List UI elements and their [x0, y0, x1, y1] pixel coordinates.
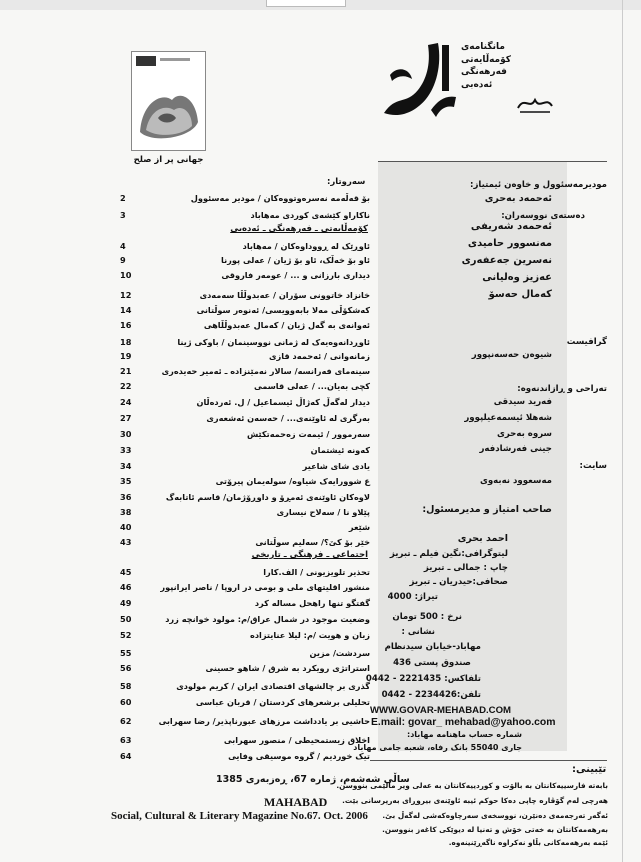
logo-line-1: مانگنامەی: [461, 42, 505, 52]
toc-row[interactable]: [118, 697, 370, 710]
toc-page-number: 30: [120, 429, 132, 439]
account-label: شماره حساب ماهنامه مهاباد:: [407, 730, 522, 739]
toc-heading: سەروتار:: [327, 177, 366, 187]
toc-page-number: 35: [120, 476, 132, 486]
toc-title: وضعیت موجود در شمال عراق/م: مولود خوانچه زرد: [165, 614, 370, 624]
toc-row[interactable]: [118, 507, 370, 520]
editor-2: مەنسوور حامیدی: [467, 238, 552, 249]
toc-page-number: 24: [120, 397, 132, 407]
toc-page-number: 19: [120, 351, 132, 361]
account-number: جاری 55040 بانک رفاه، شعبه جامی مهاباد: [353, 743, 522, 752]
print-line-4: تیراژ: 4000: [387, 592, 438, 602]
toc-title: کەشکۆڵی مەلا بابەوویسی/ ئەنوەر سوڵتانی: [196, 305, 370, 315]
print-line-5: نرخ : 500 تومان: [392, 612, 462, 622]
toc-page-number: 10: [120, 270, 132, 280]
toc-title: گفتگو تنها راهحل مساله کرد: [254, 598, 370, 608]
editors-label: دەستەی نووسەران:: [501, 211, 585, 221]
print-line-8: صندوق پستی 436: [393, 658, 471, 668]
toc-page-number: 40: [120, 522, 132, 532]
toc-row[interactable]: [118, 716, 370, 729]
toc-title: دیدار لەگەڵ کەژاڵ ئیسماعیل / ل. ئەردەڵان: [196, 397, 370, 407]
toc-title: حاشیی بر یادداشت مرزهای عبورناپذیر/ رضا سهرابی: [158, 716, 370, 726]
toc-page-number: 18: [120, 337, 132, 347]
toc-page-number: 50: [120, 614, 132, 624]
toc-title: تحذیر تلویزیونی / الف.کارا: [263, 567, 370, 577]
toc-page-number: 63: [120, 735, 132, 745]
toc-page-number: 21: [120, 366, 132, 376]
toc-row[interactable]: [118, 598, 370, 611]
toc-row[interactable]: [118, 648, 370, 661]
toc-row[interactable]: [118, 663, 370, 676]
toc-page-number: 4: [120, 241, 126, 251]
toc-title: بۆ قەڵەمە نەسرەوتووەکان / مودیر مەسئوول: [190, 193, 370, 203]
toc-page-number: 62: [120, 716, 132, 726]
toc-row[interactable]: [118, 614, 370, 627]
note-line-3: ئەگەر تەرجەمەی دەنێرن، نووسخەی سەرچاوەکەشی لەگەڵ بێ.: [382, 811, 608, 820]
toc-page-number: 38: [120, 507, 132, 517]
toc-page-number: 22: [120, 381, 132, 391]
owner-name: احمد بحری: [457, 533, 508, 544]
note-line-1: بابەتە فارسییەکانتان بە بالۆت و کوردییەکانتان بە عەلی ویر مالێمی بنووسن.: [336, 781, 608, 790]
toc-title: ئەوانەی بە گەل ژیان / کەمال عەبدوڵڵاهی: [203, 320, 370, 330]
toc-page-number: 46: [120, 582, 132, 592]
owner-label: صاحب امتیاز و مدیرمسئول:: [422, 504, 552, 515]
toc-row[interactable]: [118, 537, 370, 550]
email-link[interactable]: E.mail: govar_ mehabad@yahoo.com: [371, 717, 556, 728]
issue-subtitle-english: Social, Cultural & Literary Magazine No.67. Oct. 2006: [111, 810, 368, 822]
editor-3: نەسرین جەعفەری: [461, 255, 552, 266]
toc-page-number: 33: [120, 445, 132, 455]
toc-page-number: 2: [120, 193, 126, 203]
note-line-4: بەرهەمەکانتان بە خەتی خۆش و تەنیا لە دیوێکی کاغەز بنووسن.: [382, 825, 608, 834]
toc-page-number: 58: [120, 681, 132, 691]
note-line-2: هەرچی لەم گۆڤارە چاپی دەکا حوکم ئیبە ئاوێنەی بیروڕای بەرپرسانی بێت.: [342, 796, 608, 805]
header-divider: [378, 161, 607, 162]
toc-row[interactable]: [118, 476, 370, 489]
toc-page-number: 52: [120, 630, 132, 640]
toc-row[interactable]: [118, 445, 370, 458]
logo-line-3: فەرهەنگی: [461, 67, 507, 77]
toc-title: یادی شای شاعیر: [302, 461, 370, 471]
graphic-name: شیوەن حەسەنپوور: [471, 350, 552, 360]
designer-1: فەرید سیدقی: [493, 397, 552, 407]
toc-title: ئاوڕێک لە ڕووداوەکان / مەهاباد: [242, 241, 370, 251]
toc-row[interactable]: [118, 255, 370, 268]
toc-page-number: 49: [120, 598, 132, 608]
toc-row[interactable]: [118, 290, 370, 303]
toc-row[interactable]: [118, 270, 370, 283]
toc-title: سینەمای فەرانسە/ سالار نەمێنزادە ـ ئەمیر حەیدەری: [161, 366, 370, 376]
toc-row[interactable]: [118, 582, 370, 595]
toc-title: کچی بەیان... / عەلی قاسمی: [253, 381, 370, 391]
toc-page-number: 45: [120, 567, 132, 577]
print-line-3: صحافی:حیدریان ـ تبریز: [409, 577, 508, 587]
toc-row[interactable]: [118, 522, 370, 535]
print-line-2: چاپ : جمالی ـ تبریز: [423, 563, 508, 573]
print-line-10: تلفن:2234426 - 0442: [381, 690, 481, 700]
editor-4: عەزیز وەلیانی: [482, 272, 552, 283]
designer-2: شەهلا ئیسمەعیلپوور: [464, 413, 552, 423]
toc-title: خێر بۆ کێ؟/ سەلیم سوڵتانی: [255, 537, 370, 547]
toc-title: بەرگری لە ئاوێنەی... / حەسەن ئەشعەری: [206, 413, 370, 423]
editor-5: کەمال حەسۆ: [488, 289, 552, 300]
editor-1: ئەحمەد شەریفی: [470, 221, 552, 232]
toc-row[interactable]: [118, 413, 370, 426]
print-line-6: نشانی :: [401, 627, 435, 637]
toc-title: خانزاد خاتوونی سۆران / عەبدوڵڵا سەمەدی: [199, 290, 370, 300]
toc-row[interactable]: [118, 381, 370, 394]
toc-title: ئاو بۆ خەڵک، ئاو بۆ ژیان / عەلی پورنا: [221, 255, 370, 265]
toc-row[interactable]: [118, 630, 370, 643]
design-label: تەراحی و ڕازاندنەوە:: [517, 384, 607, 394]
basmala-seal: [516, 92, 554, 114]
logo-line-2: کۆمەڵایەتی: [461, 54, 511, 65]
cover-caption: جهانی پر از صلح: [133, 155, 204, 165]
toc-title: سەرموور / ئیمەت زەحمەتکێش: [246, 429, 370, 439]
notes-heading: تێبینی:: [572, 764, 607, 775]
toc-page-number: 12: [120, 290, 132, 300]
toc-page-number: 3: [120, 210, 126, 220]
notes-divider: [370, 760, 607, 761]
scan-tab: [266, 0, 346, 7]
print-line-7: مهاباد-خیابان سیدنظام: [384, 642, 481, 652]
toc-title: گذری بر چالشهای اقتصادی ایران / کریم مولودی: [176, 681, 370, 691]
toc-title: سردشت/ مزین: [309, 648, 370, 658]
toc-title: دیداری بارزانی و ... / عومەر فاروقی: [221, 270, 370, 280]
toc-title: پێلاو نا / سەلاح نیساری: [276, 507, 370, 517]
toc-title: ناکاراو کێشەی کوردی مەهاباد: [250, 210, 370, 220]
toc-page-number: 27: [120, 413, 132, 423]
toc-page-number: 16: [120, 320, 132, 330]
toc-title: اخلاق زیستمحیطی / منصور سهرابی: [223, 735, 370, 745]
toc-title: شێعر: [348, 522, 370, 532]
toc-page-number: 56: [120, 663, 132, 673]
toc-row[interactable]: [118, 492, 370, 505]
toc-row[interactable]: [118, 337, 370, 350]
manager-label: مودیرمەسئوول و خاوەن ئیمتیاز:: [470, 180, 607, 190]
toc-page-number: 60: [120, 697, 132, 707]
toc-row[interactable]: [118, 567, 370, 580]
toc-title: زبان و هویت /م: لیلا عنایتزاده: [249, 630, 370, 640]
toc-page-number: 34: [120, 461, 132, 471]
toc-page-number: 64: [120, 751, 132, 761]
toc-title: تحلیلی برشعرهای کردستان / قربان عباسی: [195, 697, 370, 707]
toc-title: استراتژی رویکرد به شرق / شاهو حسینی: [205, 663, 370, 673]
logo-line-4: ئەدەبی: [461, 79, 493, 90]
toc-page-number: 55: [120, 648, 132, 658]
toc-row[interactable]: [118, 751, 370, 764]
issue-title-english: MAHABAD: [264, 795, 328, 809]
website-link[interactable]: WWW.GOVAR-MEHABAD.COM: [370, 705, 512, 716]
toc-page-number: 9: [120, 255, 126, 265]
site-name: مەسعوود نەبەوی: [479, 476, 552, 486]
toc-section-heading: کۆمەڵایەتی ـ فەرهەنگی ـ ئەدەبی: [230, 224, 368, 234]
logo-subtitle: [461, 41, 521, 91]
scan-right-edge: [622, 0, 623, 862]
toc-title: لاوەکان ئاوێنەی ئەمڕۆ و داوڕۆژمان/ قاسم ئاتابەگ: [165, 492, 370, 502]
toc-title: کەونە ئیشتمان: [310, 445, 370, 455]
toc-title: ئاوڕدانەوەیەک لە ژمانی نووسینمان / باوکی ژینا: [177, 337, 370, 347]
site-label: سایت:: [579, 461, 607, 471]
toc-row[interactable]: [118, 366, 370, 379]
toc-row[interactable]: [118, 305, 370, 318]
toc-section-heading: اجتماعی ـ فرهنگی ـ تاریخی: [251, 550, 368, 560]
toc-page-number: 43: [120, 537, 132, 547]
toc-title: منشور اقلیتهای ملی و بومی در اروپا / ناصر ایرانپور: [160, 582, 370, 592]
toc-row[interactable]: [118, 210, 370, 223]
toc-row[interactable]: [118, 735, 370, 748]
print-line-9: تلفاکس: 2221435 - 0442: [365, 674, 481, 684]
designer-4: جینی فەرشادفەر: [479, 444, 552, 454]
toc-title: تیک خوردیم / گروه موسیقی وفایی: [228, 751, 370, 761]
toc-row[interactable]: [118, 429, 370, 442]
note-line-5: ئێمە بەرهەمەکانی بڵاو نەکراوە ناگەڕێنینەوە.: [448, 838, 608, 847]
toc-row[interactable]: [118, 461, 370, 474]
cover-thumbnail: [131, 51, 206, 151]
designer-3: سروە بەحری: [496, 429, 552, 439]
toc-title: زمانەوانی / ئەحمەد قازی: [269, 351, 370, 361]
print-line-1: لیتوگرافی:نگین فیلم ـ تبریز: [389, 549, 508, 559]
toc-row[interactable]: [118, 193, 370, 206]
toc-title: ع شوورایەک شیاوە/ سولەیمان پیرۆتی: [215, 476, 370, 486]
toc-row[interactable]: [118, 241, 370, 254]
toc-row[interactable]: [118, 397, 370, 410]
toc-row[interactable]: [118, 351, 370, 364]
toc-row[interactable]: [118, 320, 370, 333]
toc-row[interactable]: [118, 681, 370, 694]
manager-name: ئەحمەد بەحری: [484, 193, 552, 204]
graphic-label: گرافیست: [566, 337, 607, 347]
issue-info-kurdish: ساڵی شەشەم، ژمارە 67، ڕەزبەری 1385: [216, 774, 410, 785]
toc-page-number: 14: [120, 305, 132, 315]
toc-page-number: 36: [120, 492, 132, 502]
magazine-logo: [376, 35, 462, 127]
